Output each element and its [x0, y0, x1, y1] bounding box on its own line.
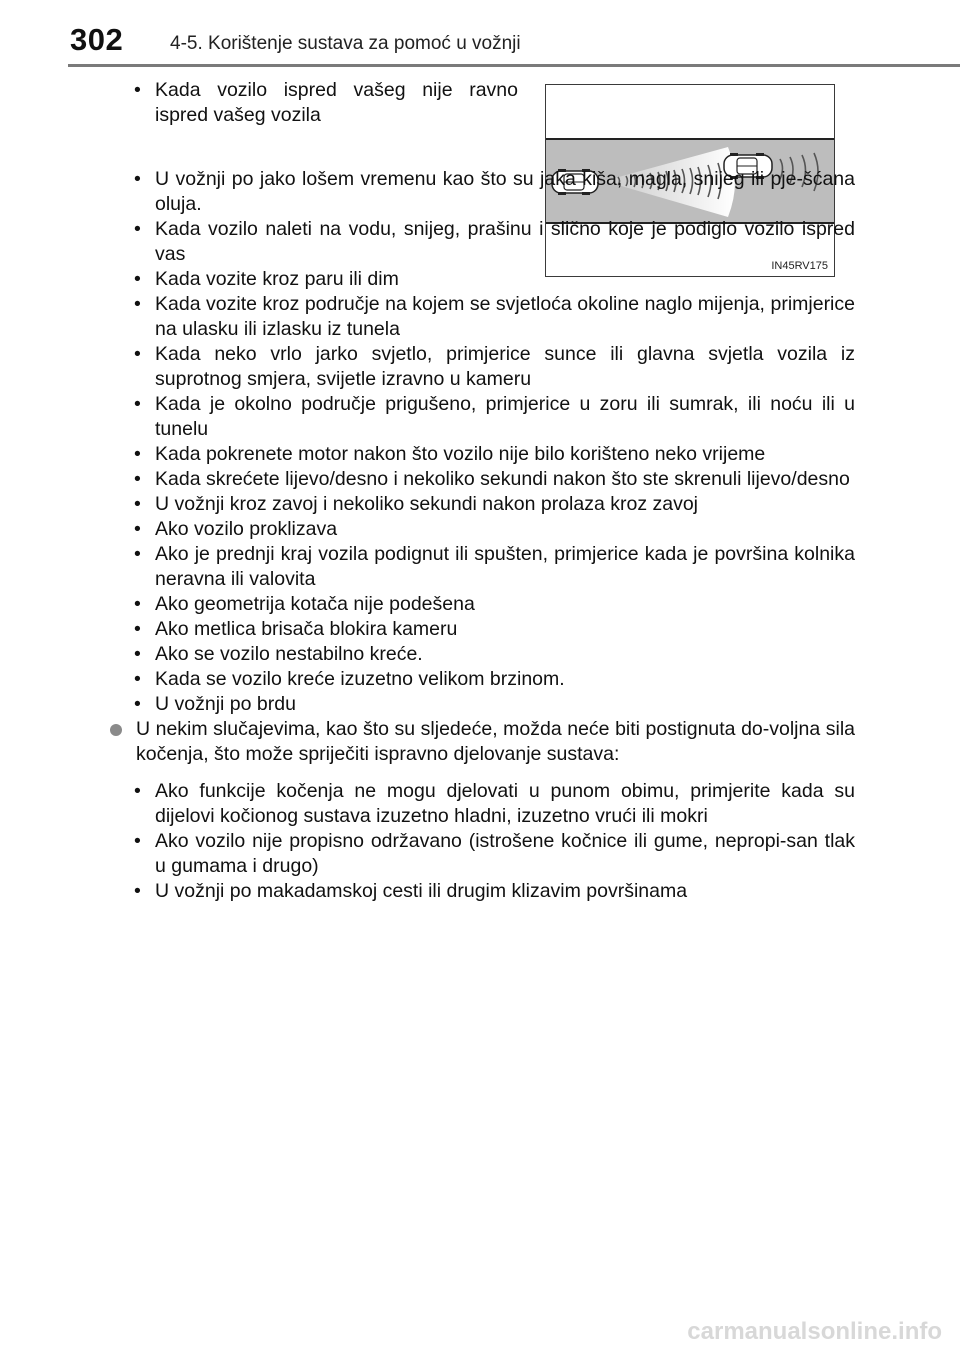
circle-bullet-icon: [110, 724, 122, 736]
list-item: • U vožnji po brdu: [130, 692, 855, 717]
section-paragraph: [130, 717, 855, 767]
list-item: • Ako vozilo proklizava: [130, 517, 855, 542]
list-item: • U vožnji po jako lošem vremenu kao što su jaka kiša, magla, snijeg ili pje-šćana oluja.: [130, 167, 855, 217]
list-item: • Ako metlica brisača blokira kameru: [130, 617, 855, 642]
list-item: • Ako se vozilo nestabilno kreće.: [130, 642, 855, 667]
intro-bullet-list: [130, 78, 518, 128]
list-item: • Ako funkcije kočenja ne mogu djelovati u punom obimu, primjerite kada su dijelovi kočionog sustava izuzetno hladni, izuzetno vrući ili mokri: [130, 779, 855, 829]
list-item: • U vožnji kroz zavoj i nekoliko sekundi nakon prolaza kroz zavoj: [130, 492, 855, 517]
list-item: • Kada vozilo ispred vašeg nije ravno ispred vašeg vozila: [130, 78, 518, 128]
watermark: carmanualsonline.info: [687, 1318, 942, 1345]
list-item: • Kada neko vrlo jarko svjetlo, primjerice sunce ili glavna svjetla vozila iz suprotnog smjera, svijetle izravno u kameru: [130, 342, 855, 392]
list-item: • Kada vozite kroz područje na kojem se svjetloća okoline naglo mijenja, primjerice na ulasku ili izlasku iz tunela: [130, 292, 855, 342]
list-item: • Ako geometrija kotača nije podešena: [130, 592, 855, 617]
condition-bullet-list: [130, 167, 855, 717]
header-divider: [68, 64, 960, 67]
brake-bullet-list: [130, 779, 855, 904]
list-item: • Kada se vozilo kreće izuzetno velikom brzinom.: [130, 667, 855, 692]
list-item: • Ako vozilo nije propisno održavano (istrošene kočnice ili gume, nepropi-san tlak u gumama i drugo): [130, 829, 855, 879]
page-number: 302: [70, 22, 124, 57]
list-item: • Kada skrećete lijevo/desno i nekoliko sekundi nakon što ste skrenuli lijevo/desno: [130, 467, 855, 492]
list-item: • Kada je okolno područje prigušeno, primjerice u zoru ili sumrak, ili noću ili u tunelu: [130, 392, 855, 442]
list-item: • U vožnji po makadamskoj cesti ili drugim klizavim površinama: [130, 879, 855, 904]
figure-code: IN45RV175: [771, 260, 828, 272]
page-content: [130, 78, 855, 904]
list-item: • Kada vozite kroz paru ili dim: [130, 267, 855, 292]
page-header: [0, 0, 960, 70]
list-item: • Ako je prednji kraj vozila podignut ili spušten, primjerice kada je površina kolnika neravna ili valovita: [130, 542, 855, 592]
section-title: 4-5. Korištenje sustava za pomoć u vožnji: [170, 33, 521, 54]
section-paragraph-text: U nekim slučajevima, kao što su sljedeće, možda neće biti postignuta do-voljna sila kočenja, što može spriječiti ispravno djelovanje sustava:: [136, 718, 855, 765]
list-item: • Kada vozilo naleti na vodu, snijeg, prašinu i slično koje je podiglo vozilo ispred vas: [130, 217, 855, 267]
list-item: • Kada pokrenete motor nakon što vozilo nije bilo korišteno neko vrijeme: [130, 442, 855, 467]
